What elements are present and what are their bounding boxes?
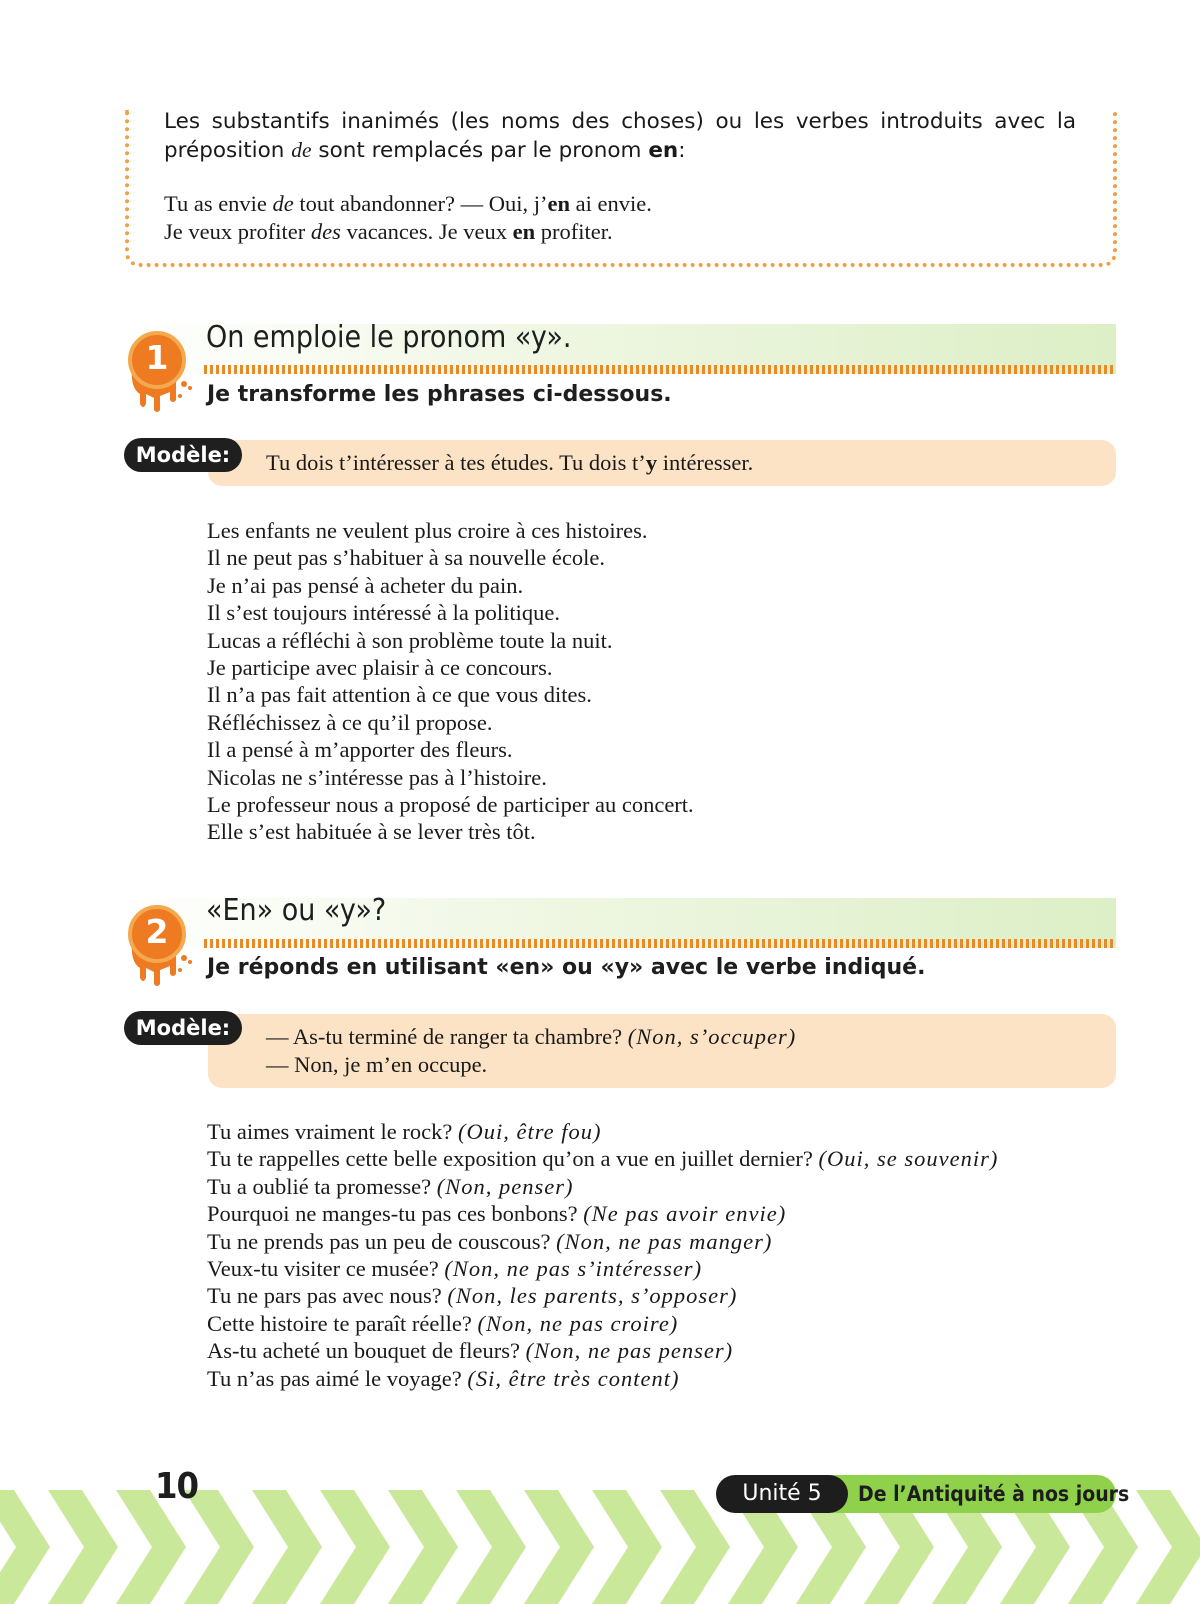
unit-label: Unité 5 <box>716 1475 848 1513</box>
exercise-1-modele-text: Tu dois t’intéresser à tes études. Tu dois t’y intéresser. <box>266 450 754 475</box>
modele-line-2: — Non, je m’en occupe. <box>266 1051 488 1077</box>
exercise-2-modele-badge: Modèle: <box>124 1011 242 1045</box>
unit-title: De l’Antiquité à nos jours <box>858 1482 1130 1506</box>
list-item: Je participe avec plaisir à ce concours. <box>207 655 553 681</box>
list-item: Tu aimes vraiment le rock? (Oui, être fou) <box>207 1119 602 1144</box>
list-item: Il s’est toujours intéressé à la politique. <box>207 600 561 626</box>
exercise-1-number-badge: 1 <box>128 331 186 389</box>
list-item: Tu te rappelles cette belle exposition qu’on a vue en juillet dernier? (Oui, se souvenir) <box>207 1146 999 1172</box>
rule-example-2: Je veux profiter des vacances. Je veux en profiter. <box>164 218 613 244</box>
list-item: Elle s’est habituée à se lever très tôt. <box>207 819 536 845</box>
exercise-2-title: «En» ou «y»? <box>206 893 387 928</box>
list-item: Nicolas ne s’intéresse pas à l’histoire. <box>207 764 547 790</box>
list-item: Tu ne prends pas un peu de couscous? (Non, ne pas manger) <box>207 1228 773 1254</box>
list-item: As-tu acheté un bouquet de fleurs? (Non, ne pas penser) <box>207 1338 734 1364</box>
list-item: Je n’ai pas pensé à acheter du pain. <box>207 572 524 598</box>
list-item: Tu n’as pas aimé le voyage? (Si, être très content) <box>207 1365 680 1391</box>
page-number: 10 <box>155 1466 199 1507</box>
exercise-2-number-badge: 2 <box>128 905 186 963</box>
rule-intro: Les substantifs inanimés (les noms des choses) ou les verbes introduits avec la préposition de sont remplacés par le pronom en: <box>164 109 1076 163</box>
rule-example-1: Tu as envie de tout abandonner? — Oui, j’en ai envie. <box>164 191 652 216</box>
exercise-2-modele-text <box>266 1023 796 1078</box>
list-item: Tu ne pars pas avec nous? (Non, les parents, s’opposer) <box>207 1283 738 1309</box>
exercise-2-questions <box>207 1118 1117 1392</box>
rule-examples <box>164 190 652 245</box>
list-item: Les enfants ne veulent plus croire à ces histoires. <box>207 518 648 543</box>
list-item: Cette histoire te paraît réelle? (Non, ne pas croire) <box>207 1310 679 1336</box>
exercise-1-sentences <box>207 517 694 846</box>
list-item: Il a pensé à m’apporter des fleurs. <box>207 737 513 763</box>
list-item: Il ne peut pas s’habituer à sa nouvelle école. <box>207 545 605 571</box>
list-item: Le professeur nous a proposé de participer au concert. <box>207 792 694 818</box>
exercise-1-instruction: Je transforme les phrases ci-dessous. <box>207 382 672 407</box>
exercise-1-modele-badge: Modèle: <box>124 438 242 472</box>
list-item: Veux-tu visiter ce musée? (Non, ne pas s’intéresser) <box>207 1256 703 1282</box>
exercise-2-instruction: Je réponds en utilisant «en» ou «y» avec le verbe indiqué. <box>207 955 926 980</box>
list-item: Tu a oublié ta promesse? (Non, penser) <box>207 1173 574 1199</box>
exercise-1-title: On emploie le pronom «y». <box>206 320 572 355</box>
list-item: Pourquoi ne manges-tu pas ces bonbons? (Ne pas avoir envie) <box>207 1201 787 1227</box>
list-item: Réfléchissez à ce qu’il propose. <box>207 709 493 735</box>
unit-pill <box>716 1475 1130 1513</box>
list-item: Il n’a pas fait attention à ce que vous dites. <box>207 682 592 708</box>
list-item: Lucas a réfléchi à son problème toute la nuit. <box>207 627 613 653</box>
modele-line-1: — As-tu terminé de ranger ta chambre? (Non, s’occuper) <box>266 1024 797 1049</box>
